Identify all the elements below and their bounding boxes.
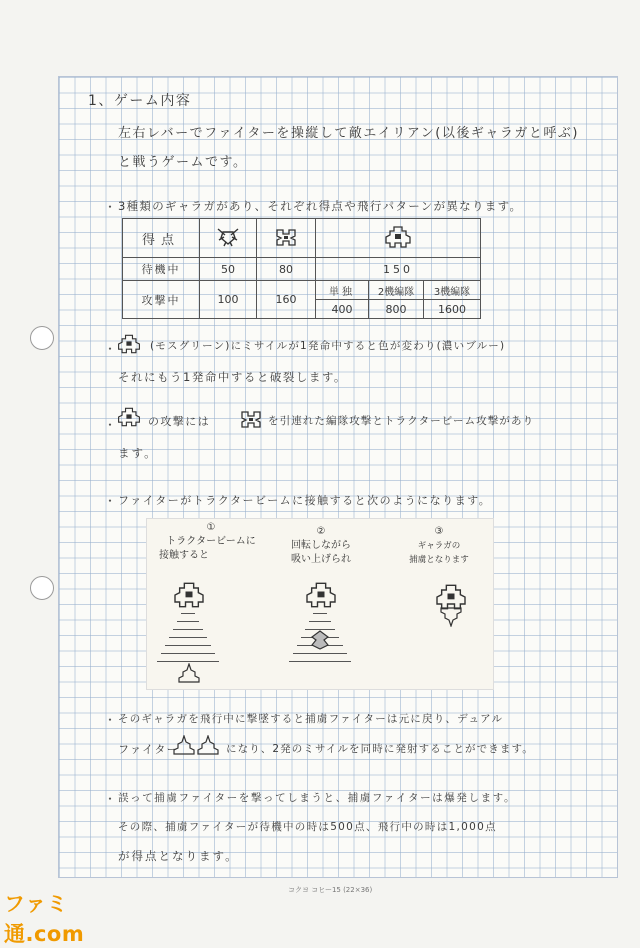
butterfly-waiting-score: 80 [257,258,316,281]
point-5-line-1: そのギャラガを飛行中に撃墜すると捕虜ファイターは元に戻り、デュアル [118,713,504,725]
point-2-line-1: (モスグリーン)にミサイルが1発命中すると色が変わり(濃いブルー) [150,340,506,352]
captured-fighter-icon [439,607,463,627]
paper-brand-footer: コクヨ コヒー15 (22×36) [288,886,373,894]
step-2-line-1: 回転しながら [291,540,351,551]
point-3-text-a: の攻撃には [148,415,210,428]
butterfly-alien-icon [238,408,264,430]
point-5-line-2-prefix: ファイター [118,743,179,756]
table-header-score: 得点 [123,219,200,258]
row-waiting-label: 待機中 [123,258,200,281]
bee-header [200,219,257,258]
binder-hole-bottom [30,576,54,600]
fighter-ship-icon [177,663,201,683]
bullet-5: ・ [104,713,117,727]
step-2-caption [273,525,369,567]
boss-waiting-score: 150 [316,258,481,281]
step-1-line-2: 接触すると [159,550,209,561]
dual-fighter-icon [172,735,220,755]
bee-waiting-score: 50 [200,258,257,281]
point-1-text: 3種類のギャラガがあり、それぞれ得点や飛行パターンが異なります。 [118,199,523,213]
row-attack-label: 攻撃中 [123,281,200,319]
butterfly-header [257,219,316,258]
point-4-text: ファイターがトラクタービームに接触すると次のようになります。 [118,494,492,507]
point-6-line-3: が得点となります。 [118,849,239,863]
point-2-line-2: それにもう1発命中すると破裂します。 [118,370,347,384]
intro-line-2: と戦うゲームです。 [118,155,248,170]
graph-paper-sheet [58,76,618,878]
step-1-line-1: トラクタービームに [166,536,256,547]
spinning-fighter-icon [309,629,331,651]
boss-galaga-icon [116,406,142,428]
step-2-line-2: 吸い上げられ [291,554,351,565]
tractor-beam-illustration [146,518,494,690]
butterfly-alien-icon [273,226,299,248]
bee-attack-score: 100 [200,281,257,319]
butterfly-attack-score: 160 [257,281,316,319]
famitsu-logo: ファミ通.com [4,892,85,946]
point-3-text-b: を引連れた編隊攻撃とトラクタービーム攻撃があり [268,415,535,427]
bee-alien-icon [215,226,241,248]
point-3-text-c: ます。 [118,446,158,460]
boss-three-score: 1600 [424,300,481,319]
bullet-2: ・ [104,342,117,356]
step-2-number: ② [316,526,326,537]
bullet-6: ・ [104,792,117,806]
bullet-1: ・ [104,200,117,214]
step-3-line-2: 捕虜となります [409,555,469,565]
point-5-line-2-suffix: になり、2発のミサイルを同時に発射することができます。 [226,743,534,755]
boss-header [316,219,481,258]
boss-galaga-icon [383,225,413,249]
step-1-boss-galaga-icon [171,581,207,609]
boss-single-score: 400 [316,300,369,319]
binder-hole-top [30,326,54,350]
boss-sub-two: 2機編隊 [369,281,424,300]
bullet-3: ・ [104,418,117,432]
boss-two-score: 800 [369,300,424,319]
step-3-caption [391,525,487,567]
intro-line-1: 左右レバーでファイターを操縦して敵エイリアン(以後ギャラガと呼ぶ) [118,126,579,141]
point-6-line-1: 誤って捕虜ファイターを撃ってしまうと、捕虜ファイターは爆発します。 [118,792,517,804]
score-table [122,218,481,319]
boss-sub-single: 単独 [316,281,369,300]
step-3-number: ③ [434,526,444,537]
step-1-caption [151,521,271,563]
boss-sub-three: 3機編隊 [424,281,481,300]
point-6-line-2: その際、捕虜ファイターが待機中の時は500点、飛行中の時は1,000点 [118,821,497,833]
bullet-4: ・ [104,494,117,508]
step-1-number: ① [206,522,216,533]
boss-galaga-icon [116,333,142,355]
step-3-line-1: ギャラガの [417,541,461,551]
step-2-boss-galaga-icon [303,581,339,609]
section-heading: 1、ゲーム内容 [88,93,192,109]
